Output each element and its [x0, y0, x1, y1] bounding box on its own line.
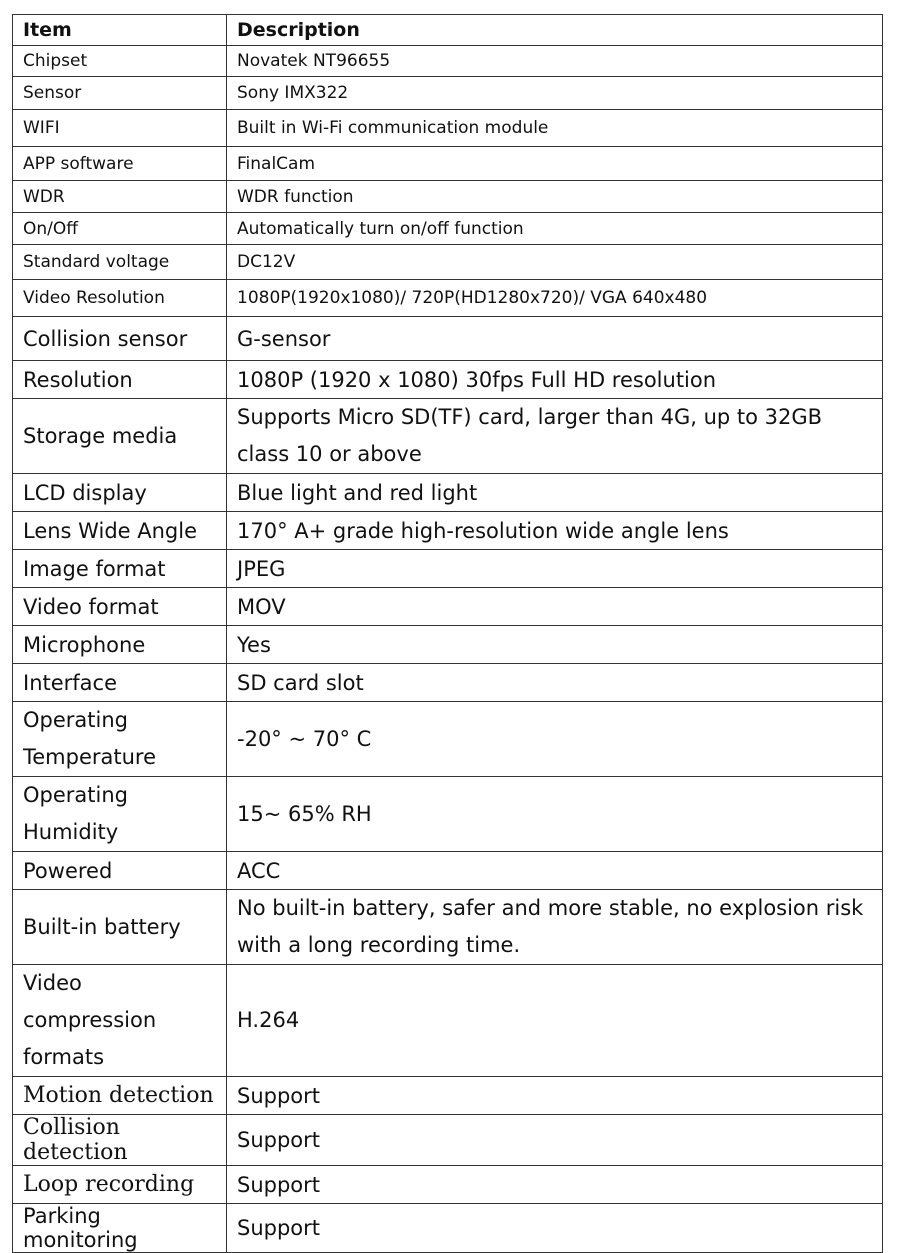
header-description: Description	[227, 15, 883, 46]
header-item: Item	[13, 15, 227, 46]
description-cell: Sony IMX322	[227, 77, 883, 110]
item-cell: Image format	[13, 550, 227, 588]
item-cell: Resolution	[13, 361, 227, 399]
table-row	[13, 181, 883, 213]
item-cell: Loop recording	[13, 1166, 227, 1204]
item-cell: Motion detection	[13, 1077, 227, 1115]
table-row	[13, 777, 883, 852]
spec-table-body	[13, 46, 883, 1253]
item-cell: LCD display	[13, 474, 227, 512]
table-row	[13, 852, 883, 890]
description-cell: No built-in battery, safer and more stable, no explosion risk with a long recording time.	[227, 890, 883, 965]
description-cell: Novatek NT96655	[227, 46, 883, 77]
item-cell: Microphone	[13, 626, 227, 664]
item-cell: Video compression formats	[13, 965, 227, 1077]
description-cell: Supports Micro SD(TF) card, larger than 4G, up to 32GB class 10 or above	[227, 399, 883, 474]
item-cell: Collision detection	[13, 1115, 227, 1166]
table-row	[13, 965, 883, 1077]
description-cell: Automatically turn on/off function	[227, 213, 883, 245]
item-cell: Video Resolution	[13, 280, 227, 317]
description-cell: MOV	[227, 588, 883, 626]
description-cell: 170° A+ grade high-resolution wide angle lens	[227, 512, 883, 550]
table-row	[13, 1077, 883, 1115]
description-cell: Support	[227, 1166, 883, 1204]
header-row	[13, 15, 883, 46]
table-row	[13, 1166, 883, 1204]
table-row	[13, 317, 883, 361]
table-row	[13, 1204, 883, 1253]
table-row	[13, 702, 883, 777]
description-cell: Yes	[227, 626, 883, 664]
item-cell: Collision sensor	[13, 317, 227, 361]
item-cell: Operating Temperature	[13, 702, 227, 777]
description-cell: SD card slot	[227, 664, 883, 702]
description-cell: Support	[227, 1204, 883, 1253]
item-cell: Storage media	[13, 399, 227, 474]
table-row	[13, 77, 883, 110]
table-row	[13, 1115, 883, 1166]
item-cell: Parking monitoring	[13, 1204, 227, 1253]
description-cell: G-sensor	[227, 317, 883, 361]
item-cell: WDR	[13, 181, 227, 213]
description-cell: H.264	[227, 965, 883, 1077]
table-row	[13, 110, 883, 147]
table-row	[13, 550, 883, 588]
description-cell: FinalCam	[227, 147, 883, 181]
item-cell: Lens Wide Angle	[13, 512, 227, 550]
item-cell: Standard voltage	[13, 245, 227, 280]
table-row	[13, 361, 883, 399]
description-cell: DC12V	[227, 245, 883, 280]
table-row	[13, 474, 883, 512]
table-row	[13, 46, 883, 77]
description-cell: ACC	[227, 852, 883, 890]
table-row	[13, 280, 883, 317]
description-cell: Built in Wi-Fi communication module	[227, 110, 883, 147]
table-row	[13, 245, 883, 280]
description-cell: Support	[227, 1115, 883, 1166]
table-row	[13, 512, 883, 550]
description-cell: -20° ~ 70° C	[227, 702, 883, 777]
table-row	[13, 213, 883, 245]
item-cell: Chipset	[13, 46, 227, 77]
table-row	[13, 626, 883, 664]
table-row	[13, 588, 883, 626]
item-cell: On/Off	[13, 213, 227, 245]
item-cell: WIFI	[13, 110, 227, 147]
item-cell: Interface	[13, 664, 227, 702]
description-cell: 15~ 65% RH	[227, 777, 883, 852]
table-row	[13, 399, 883, 474]
item-cell: APP software	[13, 147, 227, 181]
description-cell: Support	[227, 1077, 883, 1115]
description-cell: 1080P (1920 x 1080) 30fps Full HD resolution	[227, 361, 883, 399]
description-cell: 1080P(1920x1080)/ 720P(HD1280x720)/ VGA 640x480	[227, 280, 883, 317]
table-row	[13, 664, 883, 702]
description-cell: JPEG	[227, 550, 883, 588]
description-cell: Blue light and red light	[227, 474, 883, 512]
table-row	[13, 890, 883, 965]
item-cell: Sensor	[13, 77, 227, 110]
spec-table	[12, 14, 883, 1253]
item-cell: Operating Humidity	[13, 777, 227, 852]
description-cell: WDR function	[227, 181, 883, 213]
table-row	[13, 147, 883, 181]
item-cell: Built-in battery	[13, 890, 227, 965]
item-cell: Powered	[13, 852, 227, 890]
item-cell: Video format	[13, 588, 227, 626]
